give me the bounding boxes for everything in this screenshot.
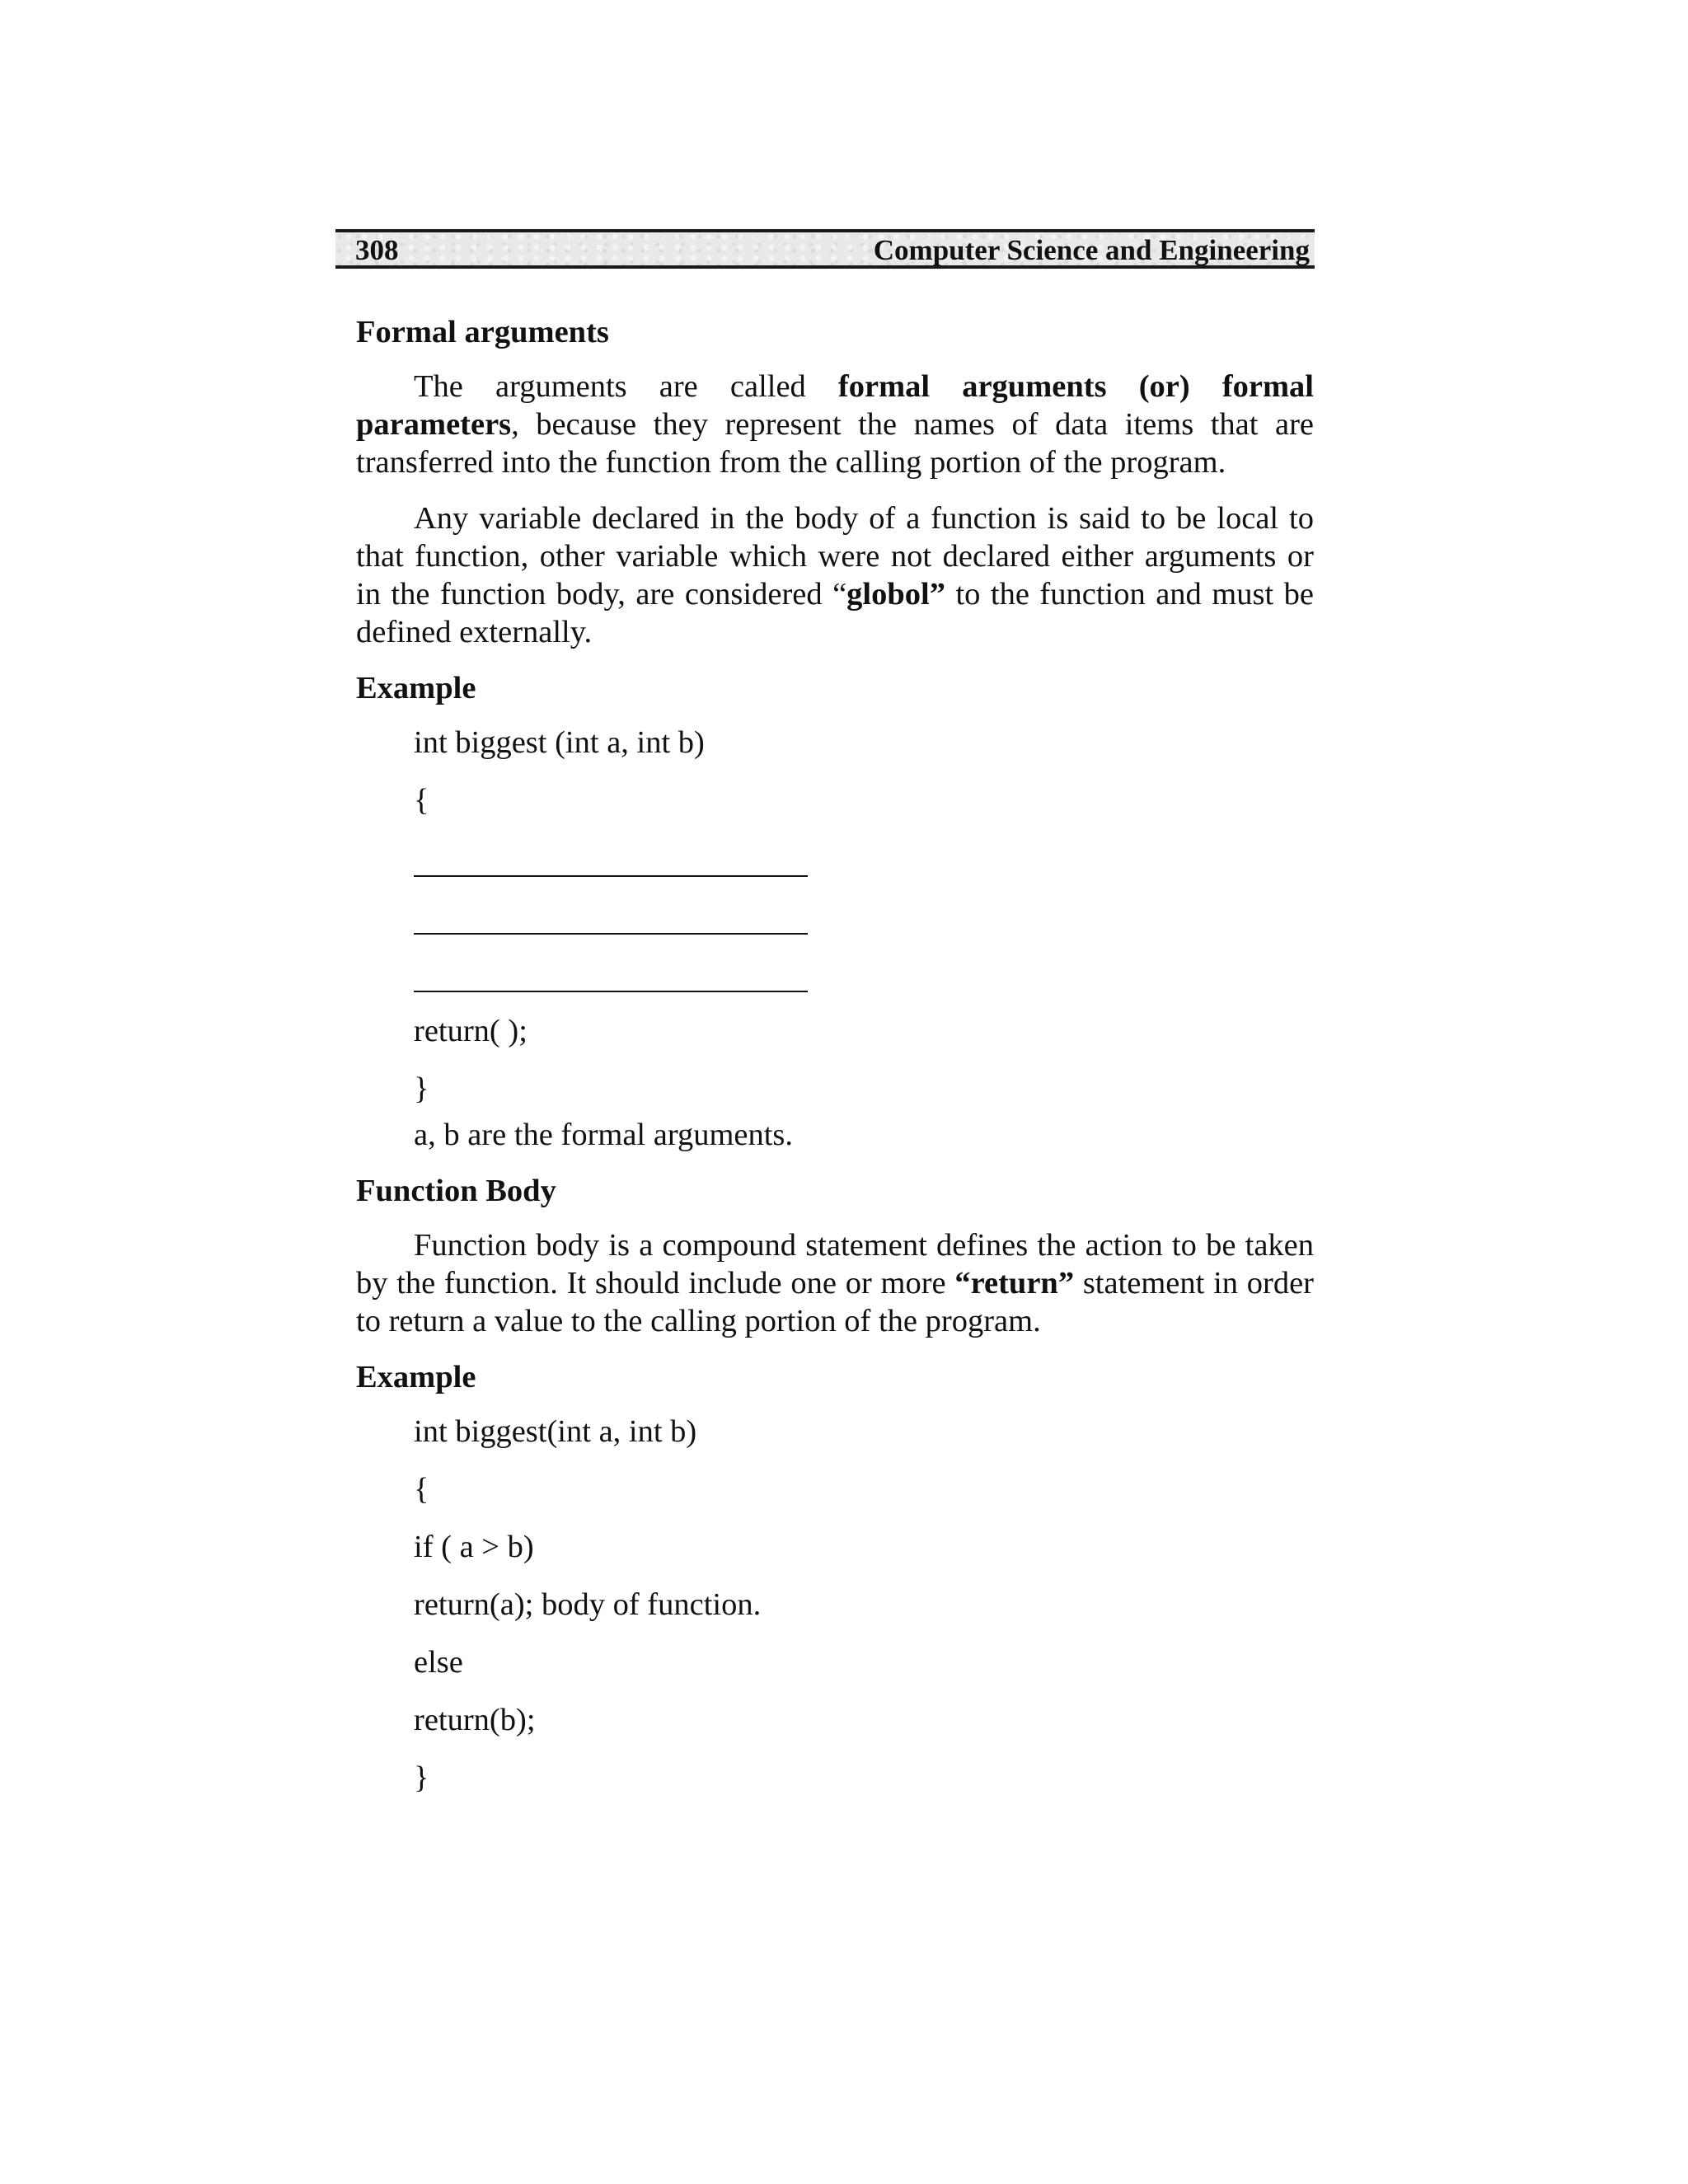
heading-example-2: Example xyxy=(356,1360,476,1394)
paragraph-formal-arguments xyxy=(356,368,1314,481)
example-note: a, b are the formal arguments. xyxy=(414,1118,794,1152)
code-line: { xyxy=(414,783,429,818)
heading-function-body: Function Body xyxy=(356,1174,556,1208)
bold-term: formal arguments (or) formal parameters xyxy=(356,369,1314,442)
running-head: Computer Science and Engineering xyxy=(873,234,1310,266)
page-number: 308 xyxy=(355,234,399,266)
blank-line xyxy=(414,897,808,935)
code-line: if ( a > b) xyxy=(414,1530,534,1564)
text: , because they represent the names of data items that are transferred into the function from the calling portion of the program. xyxy=(356,407,1314,480)
heading-formal-arguments: Formal arguments xyxy=(356,315,609,349)
blank-line xyxy=(414,954,808,992)
bold-term: globol” xyxy=(846,577,945,612)
code-example-1 xyxy=(414,724,1314,1108)
paragraph-local-variables xyxy=(356,499,1314,651)
page-content xyxy=(356,313,1314,1816)
code-line: } xyxy=(414,1071,429,1106)
code-line: else xyxy=(414,1645,463,1680)
text: statement in order to return a value to the calling portion of the program. xyxy=(356,1266,1314,1338)
code-line: } xyxy=(414,1760,429,1795)
heading-example-1: Example xyxy=(356,671,476,705)
code-line: { xyxy=(414,1472,429,1507)
code-line: return( ); xyxy=(414,1014,528,1048)
text: The arguments are called xyxy=(414,369,838,404)
code-line: int biggest(int a, int b) xyxy=(414,1414,697,1449)
blank-line xyxy=(414,839,808,877)
text: to the function and must be defined externally. xyxy=(356,577,1314,649)
bold-term: “return” xyxy=(954,1266,1075,1301)
text: Any variable declared in the body of a function is said to be local to that function, other variable which were not declared either arguments or in the function body, are considered “ xyxy=(356,501,1314,612)
code-line: return(a); body of function. xyxy=(414,1587,762,1622)
code-example-2 xyxy=(414,1413,1314,1797)
text: Function body is a compound statement defines the action to be taken by the function. It should include one or more xyxy=(356,1228,1314,1301)
page-header xyxy=(335,229,1315,269)
paragraph-function-body xyxy=(356,1226,1314,1340)
code-line: return(b); xyxy=(414,1703,536,1737)
code-line: int biggest (int a, int b) xyxy=(414,725,705,760)
